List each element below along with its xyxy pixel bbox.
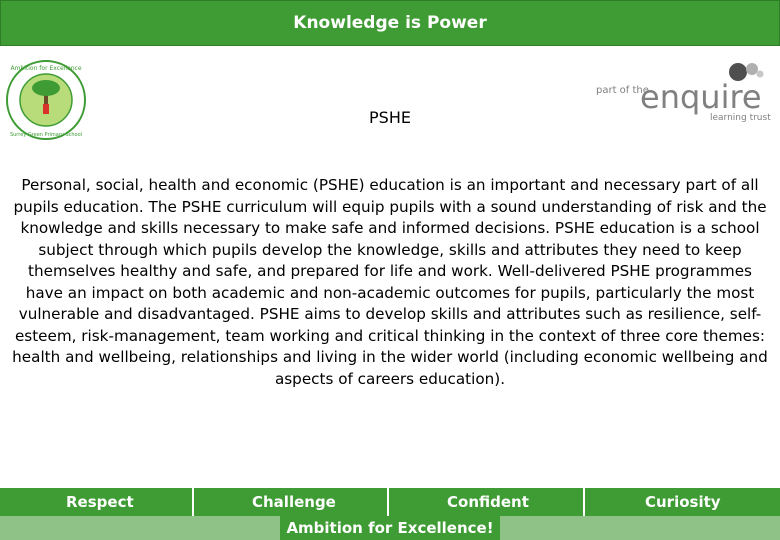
school-logo [6,60,86,140]
logo-ring-text: Ambition for Excellence [10,65,82,72]
values-bar [0,486,780,516]
page-heading: PSHE [369,108,411,127]
banner-title: Knowledge is Power [293,13,487,33]
value-curiosity: Curiosity [585,488,780,516]
value-respect: Respect [0,488,194,516]
trust-prefix: part of the [596,85,649,96]
trust-name: enquire [640,78,762,116]
footer-bar [0,516,780,540]
enquire-trust-logo [592,60,772,130]
top-banner [0,0,780,46]
footer-motto: Ambition for Excellence! [280,516,499,540]
value-challenge: Challenge [194,488,389,516]
value-confident: Confident [389,488,585,516]
pshe-description: Personal, social, health and economic (PSHE) education is an important and necessary part of all pupils education. The PSHE curriculum will equip pupils with a sound understanding of risk and the knowledge and skills necessary to make safe and informed decisions. PSHE education is a school subject through which pupils develop the knowledge, skills and attributes they need to keep themselves healthy and safe, and prepared for life and work. Well-delivered PSHE programmes have an impact on both academic and non-academic outcomes for pupils, particularly the most vulnerable and disadvantaged. PSHE aims to develop skills and attributes such as resilience, self-esteem, risk-management, team working and critical thinking in the context of three core themes: health and wellbeing, relationships and living in the wider world (including economic wellbeing and aspects of careers education). [12,176,768,388]
logo-lower-text: Surrey Green Primary School [9,132,83,138]
trust-subtitle: learning trust [710,113,771,123]
